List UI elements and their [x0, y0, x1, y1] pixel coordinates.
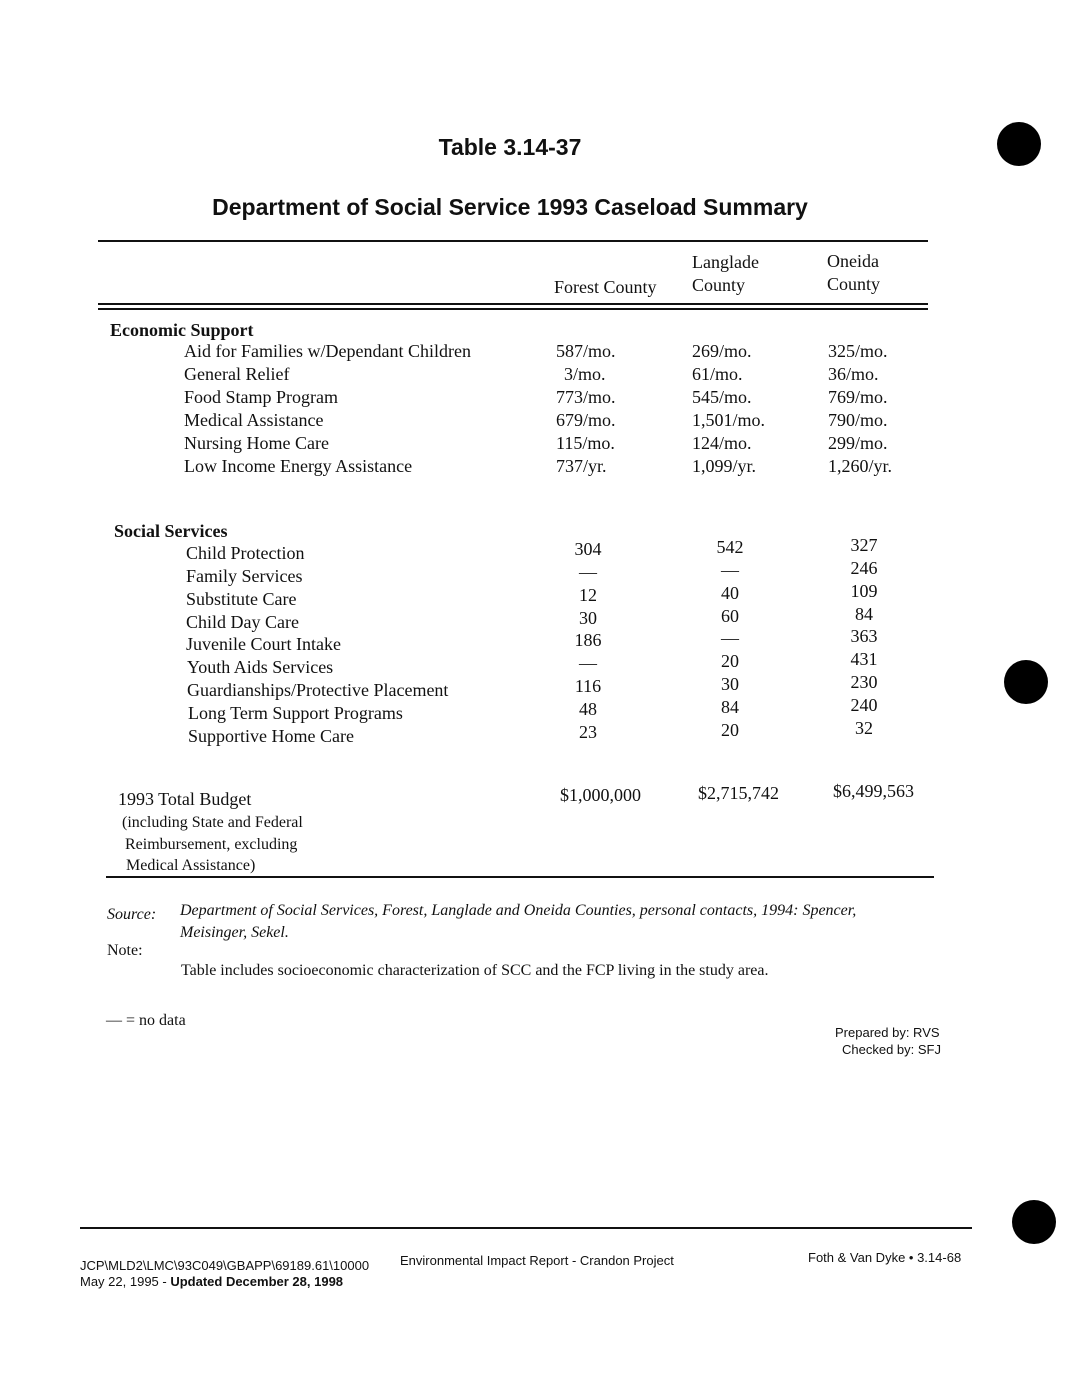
- budget-note: [122, 812, 303, 877]
- header-rule-lower: [98, 308, 928, 310]
- source-label: Source:: [107, 906, 157, 923]
- row-label: General Relief: [184, 364, 290, 384]
- cell-forest: 48: [579, 699, 597, 719]
- table-row: [0, 433, 1068, 456]
- cell-oneida: 299/mo.: [828, 433, 888, 453]
- budget-note-line: (including State and Federal: [122, 814, 303, 831]
- cell-oneida: 109: [850, 581, 878, 601]
- note-text: Table includes socioeconomic characterization of SCC and the FCP living in the study area.: [181, 962, 769, 979]
- table-row: [0, 672, 1068, 703]
- cell-oneida: 32: [855, 718, 873, 738]
- table-title: Department of Social Service 1993 Caseload Summary: [212, 194, 808, 220]
- source-line: Department of Social Services, Forest, Langlade and Oneida Counties, personal contacts, 1994: Spencer,: [180, 902, 857, 919]
- cell-forest: 186: [574, 630, 602, 650]
- budget-forest: $1,000,000: [560, 785, 641, 805]
- row-label: Guardianships/Protective Placement: [187, 680, 449, 700]
- row-label: Youth Aids Services: [187, 657, 334, 677]
- cell-forest: 23: [579, 722, 597, 742]
- col-header-oneida: [827, 250, 880, 296]
- source-text: [180, 900, 856, 944]
- cell-oneida: 36/mo.: [828, 364, 879, 384]
- cell-oneida: 84: [855, 604, 873, 624]
- col-header-forest: [554, 276, 657, 299]
- cell-langlade: 20: [721, 651, 739, 671]
- table-number: Table 3.14-37: [438, 134, 582, 160]
- footer-report-title: Environmental Impact Report - Crandon Project: [400, 1253, 674, 1268]
- cell-oneida: 240: [850, 695, 878, 715]
- checked-by: Checked by: SFJ: [842, 1042, 941, 1057]
- row-label: Supportive Home Care: [188, 726, 354, 746]
- no-data-legend: — = no data: [106, 1012, 186, 1029]
- cell-langlade: 1,099/yr.: [692, 456, 757, 476]
- cell-forest: 116: [574, 676, 602, 696]
- table-row: [0, 558, 1068, 589]
- row-label: Juvenile Court Intake: [186, 634, 341, 654]
- footer-date: [80, 1274, 343, 1289]
- cell-langlade: 542: [716, 537, 744, 557]
- source-line: Meisinger, Sekel.: [180, 924, 289, 941]
- row-label: Family Services: [186, 566, 303, 586]
- row-label: Substitute Care: [186, 589, 297, 609]
- budget-langlade: $2,715,742: [698, 783, 779, 803]
- table-row: [0, 535, 1068, 566]
- cell-oneida: 769/mo.: [828, 387, 888, 407]
- cell-oneida: 363: [850, 626, 878, 646]
- section-heading-economic-support: Economic Support: [110, 320, 254, 340]
- table-row: [0, 695, 1068, 726]
- cell-langlade: 30: [721, 674, 739, 694]
- table-bottom-rule: [106, 876, 934, 878]
- cell-langlade: 545/mo.: [692, 387, 752, 407]
- cell-forest: 12: [579, 585, 597, 605]
- cell-langlade: 1,501/mo.: [692, 410, 766, 430]
- budget-note-line: Reimbursement, excluding: [125, 835, 298, 853]
- cell-oneida: 1,260/yr.: [828, 456, 893, 476]
- cell-oneida: 230: [850, 672, 878, 692]
- cell-oneida: 431: [850, 649, 878, 669]
- cell-forest: 115/mo.: [556, 433, 615, 453]
- cell-forest: 3/mo.: [564, 364, 606, 384]
- row-label: Child Day Care: [186, 612, 299, 632]
- cell-forest: 737/yr.: [556, 456, 607, 476]
- cell-forest: 304: [574, 539, 602, 559]
- cell-langlade: 61/mo.: [692, 364, 743, 384]
- footer-updated: Updated December 28, 1998: [170, 1274, 344, 1289]
- footer-rule: [80, 1227, 972, 1229]
- cell-oneida: 790/mo.: [828, 410, 888, 430]
- table-row: [0, 649, 1068, 680]
- cell-langlade: —: [721, 560, 739, 580]
- budget-note-line: Medical Assistance): [126, 857, 256, 874]
- cell-langlade: 269/mo.: [692, 341, 752, 361]
- col-header-oneida-line1: Oneida: [827, 251, 879, 271]
- footer-file-path: JCP\MLD2\LMC\93C049\GBAPP\69189.61\10000: [80, 1258, 370, 1273]
- table-row: [0, 387, 1068, 410]
- budget-oneida: $6,499,563: [833, 781, 914, 801]
- footer-date-prefix: May 22, 1995 -: [80, 1274, 171, 1289]
- table-row: [0, 364, 1068, 387]
- note-label: Note:: [107, 942, 143, 959]
- col-header-langlade: [692, 251, 759, 297]
- budget-label: 1993 Total Budget: [118, 789, 252, 809]
- cell-forest: —: [579, 562, 597, 582]
- col-header-forest-line2: Forest County: [554, 277, 657, 297]
- table-row: [0, 456, 1068, 479]
- row-label: Nursing Home Care: [184, 433, 329, 453]
- col-header-langlade-line1: Langlade: [692, 252, 759, 272]
- row-label: Food Stamp Program: [184, 387, 339, 407]
- cell-oneida: 246: [850, 558, 878, 578]
- table-row: [0, 626, 1068, 657]
- cell-forest: 773/mo.: [556, 387, 616, 407]
- row-label: Child Protection: [186, 543, 305, 563]
- section-heading-social-services: Social Services: [114, 521, 228, 541]
- col-header-langlade-line2: County: [692, 275, 746, 295]
- table-row: [0, 604, 1068, 635]
- cell-langlade: 40: [721, 583, 739, 603]
- table-row: [0, 581, 1068, 612]
- cell-langlade: 20: [721, 720, 739, 740]
- cell-langlade: 124/mo.: [692, 433, 752, 453]
- table-row: [0, 341, 1068, 364]
- prepared-by: Prepared by: RVS: [835, 1025, 940, 1040]
- cell-langlade: 60: [721, 606, 739, 626]
- header-rule-upper: [98, 303, 928, 305]
- footer-company-page: Foth & Van Dyke • 3.14-68: [808, 1250, 962, 1265]
- cell-oneida: 325/mo.: [828, 341, 888, 361]
- row-label: Aid for Families w/Dependant Children: [184, 341, 471, 361]
- col-header-oneida-line2: County: [827, 274, 881, 294]
- cell-oneida: 327: [850, 535, 878, 555]
- row-label: Medical Assistance: [184, 410, 324, 430]
- binder-hole-bottom: [1012, 1200, 1056, 1244]
- cell-langlade: 84: [721, 697, 739, 717]
- row-label: Low Income Energy Assistance: [184, 456, 413, 476]
- cell-forest: 679/mo.: [556, 410, 616, 430]
- cell-forest: 587/mo.: [556, 341, 616, 361]
- table-row: [0, 410, 1068, 433]
- cell-langlade: —: [721, 628, 739, 648]
- cell-forest: 30: [579, 608, 597, 628]
- cell-forest: —: [579, 653, 597, 673]
- row-label: Long Term Support Programs: [188, 703, 403, 723]
- table-top-rule: [98, 240, 928, 242]
- table-row: [0, 718, 1068, 749]
